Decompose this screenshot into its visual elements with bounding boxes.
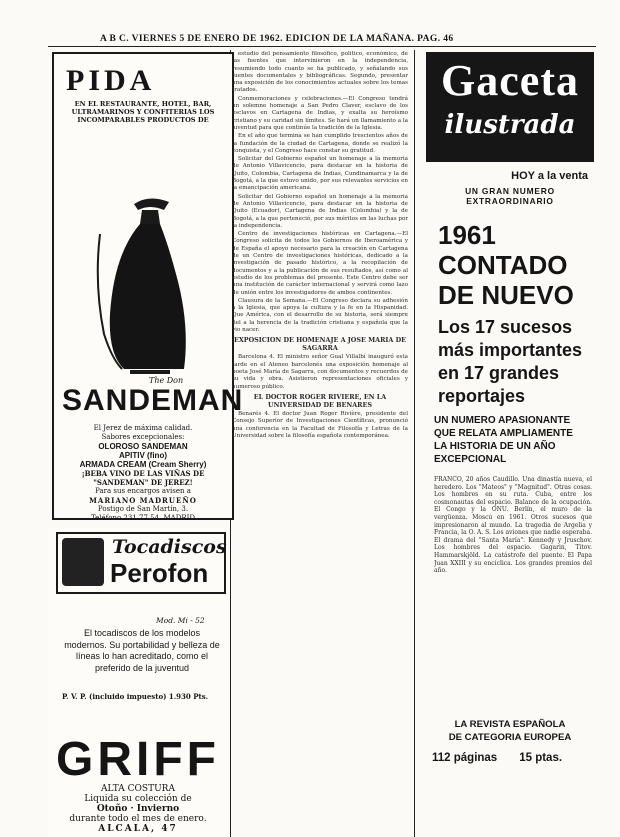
detail-line: El Jerez de máxima calidad.: [93, 424, 193, 432]
detail-line: APITIV (fino): [119, 451, 167, 460]
gaceta-slogan: [426, 718, 594, 744]
tagline-line: QUE RELATA AMPLIAMENTE: [434, 428, 573, 439]
article-headline: EXPOSICION DE HOMENAJE A JOSE MARIA DE SAGARRA: [233, 336, 407, 352]
griff-ad: [48, 733, 228, 837]
pida-title: PIDA: [66, 64, 156, 97]
gaceta-contents: FRANCO, 20 años Caudillo. Una dinastía nueva, el heredero. Los "Mateos" y "Magnitud". Otras cosas. Los hombres en su ruta. Cuba, entre los cosmonautas del espacio. Balance de la ocupación. El Congo y la ONU. Berlín, el muro de la vergüenza. Moscú en 1961. Otros sucesos que impresionaron al mundo. La tragedia de Argelia y Francia, la O. A. S. Los aviones que nadie esperaba. El drama del "Santa María". Kennedy y Jruschov. Los hombres del espacio. Gagarin, Titov. Hammarskjöld. La catástrofe del puente. El Papa Juan XXIII y su encíclica. Los grandes premios del año.: [434, 476, 592, 575]
griff-name: GRIFF: [56, 733, 220, 786]
gaceta-masthead: [426, 52, 594, 162]
griff-line: durante todo el mes de enero.: [69, 814, 207, 824]
headline-line: CONTADO: [438, 250, 568, 280]
column-rule-right: [414, 50, 415, 837]
gaceta-subtitle: ilustrada: [444, 110, 576, 140]
header-rule: [48, 46, 596, 47]
subheadline: [438, 316, 594, 408]
brand-prefix: The Don: [149, 376, 184, 385]
griff-line: Otoño · Invierno: [96, 804, 180, 814]
griff-address: ALCALA, 47: [98, 824, 178, 834]
sandeman-details: [60, 424, 226, 523]
subheadline-line: reportajes: [438, 386, 526, 406]
gaceta-title: Gaceta: [441, 56, 579, 105]
article-paragraph: Conmemoraciones y celebraciones.—El Congreso tendrá un solemne homenaje a San Pedro Claver, esclavo de los esclavos en Cartagena de Indias, y exalta su heroísmo cristiano y su caridad sin límites. Se hará un llamamiento a la juventud para que continúe la tradición de la Iglesia.: [232, 95, 408, 131]
tocadiscos-ad: [48, 528, 228, 748]
tagline: [434, 414, 594, 466]
article-column: [232, 51, 408, 837]
pida-subtitle: EN EL RESTAURANTE, HOTEL, BAR, ULTRAMARINOS Y CONFITERIAS LOS INCOMPARABLES PRODUCTOS DE: [71, 100, 215, 124]
article-paragraph: Solicitar del Gobierno español un homenaje a la memoria de Antonio Villavicencio, para destacar en la historia de Quito, Colombia, Cartagena de Indias, Cundinamarca y la de Bogotá, a la que estuvo unido, por sus relevantes servicios en la emancipación americana.: [232, 156, 408, 192]
tocadiscos-price: P. V. P. (incluido impuesto) 1.930 Pts.: [62, 692, 209, 701]
article-paragraph: Clausura de la Semana.—El Congreso declara su adhesión a la Iglesia, que apoya la cultura y la fe en la Hispanidad. Que América, con el desarrollo de su historia, será siempre fiel a la herencia de la tradición cristiana y española que la vio nacer.: [232, 297, 408, 333]
tocadiscos-title: Tocadiscos: [112, 536, 227, 558]
article-paragraph: En el año que termina se han cumplido trescientos años de la fundación de la ciudad de Cartagena, donde se realizó la conquista, y el Congreso hace constar su gratitud.: [232, 133, 408, 154]
tagline-line: LA HISTORIA DE UN AÑO: [434, 441, 556, 452]
tagline-line: UN NUMERO APASIONANTE: [434, 415, 571, 426]
griff-line: ALTA COSTURA: [101, 784, 175, 794]
detail-line: MARIANO MADRUEÑO: [89, 496, 197, 505]
tagline-line: EXCEPCIONAL: [434, 454, 507, 465]
article-paragraph: Barcelona 4. El ministro señor Gual Villalbí inauguró esta tarde en el Ateneo barcelonés una exposición homenaje al poeta José María de Sagarra, con documentos y recuerdos de su vida y obra. Asistieron representaciones oficiales y numeroso público.: [232, 354, 408, 390]
headline: [438, 220, 594, 310]
subheadline-line: en 17 grandes: [438, 363, 560, 383]
page-header: A B C. VIERNES 5 DE ENERO DE 1962. EDICION DE LA MAÑANA. PAG. 46: [100, 34, 454, 44]
sandeman-don-figure-icon: [94, 194, 204, 374]
slogan-line: DE CATEGORIA EUROPEA: [448, 732, 572, 743]
detail-line: Para sus encargos avisen a: [95, 487, 191, 495]
on-sale-today: HOY a la venta: [511, 170, 588, 182]
detail-line: ARMADA CREAM (Cream Sherry): [79, 460, 207, 469]
subheadline-line: Los 17 sucesos: [438, 317, 573, 337]
griff-line: Liquida su colección de: [84, 794, 192, 804]
detail-line: OLOROSO SANDEMAN: [98, 442, 188, 451]
article-paragraph: Solicitar del Gobierno español un homenaje a la memoria de Antonio Villavicencio, para destacar en la historia de Quito (Ecuador), Cartagena de Indias (Colombia) y la de Bogotá, a la que perteneció, por sus méritos en las luchas por la independencia.: [232, 193, 408, 229]
article-paragraph: Centro de investigaciones históricas en Cartagena.—El Congreso solicita de todos los Gobiernos de Iberoamérica y de España el apoyo necesario para la creación en Cartagena de un Centro de investigaciones históricas, dedicado a la investigación de pasado histórico, a la recopilación de documentos y a la publicación de sus resultados, así como al estudio de los problemas del presente. Este Centro debe ser una institución de carácter internacional y servirá como lazo de unión entre los investigadores de ambos continentes.: [232, 231, 408, 296]
price: 15 ptas.: [519, 752, 563, 764]
headline-line: DE NUEVO: [438, 280, 574, 310]
sandeman-ad: [52, 52, 244, 522]
article-paragraph: estudio del pensamiento filosófico, político, económico, de las fuentes que intervinieron en la independencia, resumiendo todo cuanto se ha publicado, y señalando sus fuentes documentales y bibliográficas. Segundo, presentar una exposición de los conocimientos actuales sobre los temas tratados.: [232, 51, 408, 94]
page-count: 112 páginas: [432, 752, 498, 764]
detail-line: Postigo de San Martín, 3.: [97, 505, 189, 513]
detail-line: Sabores excepcionales:: [101, 433, 185, 441]
detail-line: Teléfono 231 77 54. MADRID: [91, 514, 195, 522]
model-label: Mod. Mi - 52: [156, 616, 205, 625]
gaceta-ilustrada-ad: [426, 52, 594, 837]
article-paragraph: Benarés 4. El doctor Juan Roger Rivière, presidente del Consejo Superior de Investigaciones Científicas, pronunció una conferencia en la Facultad de Filosofía y Letras de la Universidad sobre la filosofía española contemporánea.: [232, 411, 408, 440]
sandeman-brand: SANDEMAN: [62, 384, 244, 417]
slogan-line: LA REVISTA ESPAÑOLA: [454, 719, 566, 730]
extra-issue: UN GRAN NUMERO EXTRAORDINARIO: [465, 186, 555, 206]
subheadline-line: más importantes: [438, 340, 583, 360]
detail-line: ¡BEBA VINO DE LAS VIÑAS DE "SANDEMAN" DE JEREZ!: [81, 469, 205, 487]
gaceta-price-line: [432, 752, 594, 764]
perofon-brand: Perofon: [110, 558, 209, 588]
headline-line: 1961: [438, 220, 496, 250]
article-headline: EL DOCTOR ROGER RIVIERE, EN LA UNIVERSIDAD DE BENARES: [253, 392, 387, 409]
record-player-icon: [62, 538, 104, 586]
tocadiscos-body: El tocadiscos de los modelos modernos. Su portabilidad y belleza de líneas lo han acreditado, como el preferido de la juventud: [64, 628, 220, 673]
